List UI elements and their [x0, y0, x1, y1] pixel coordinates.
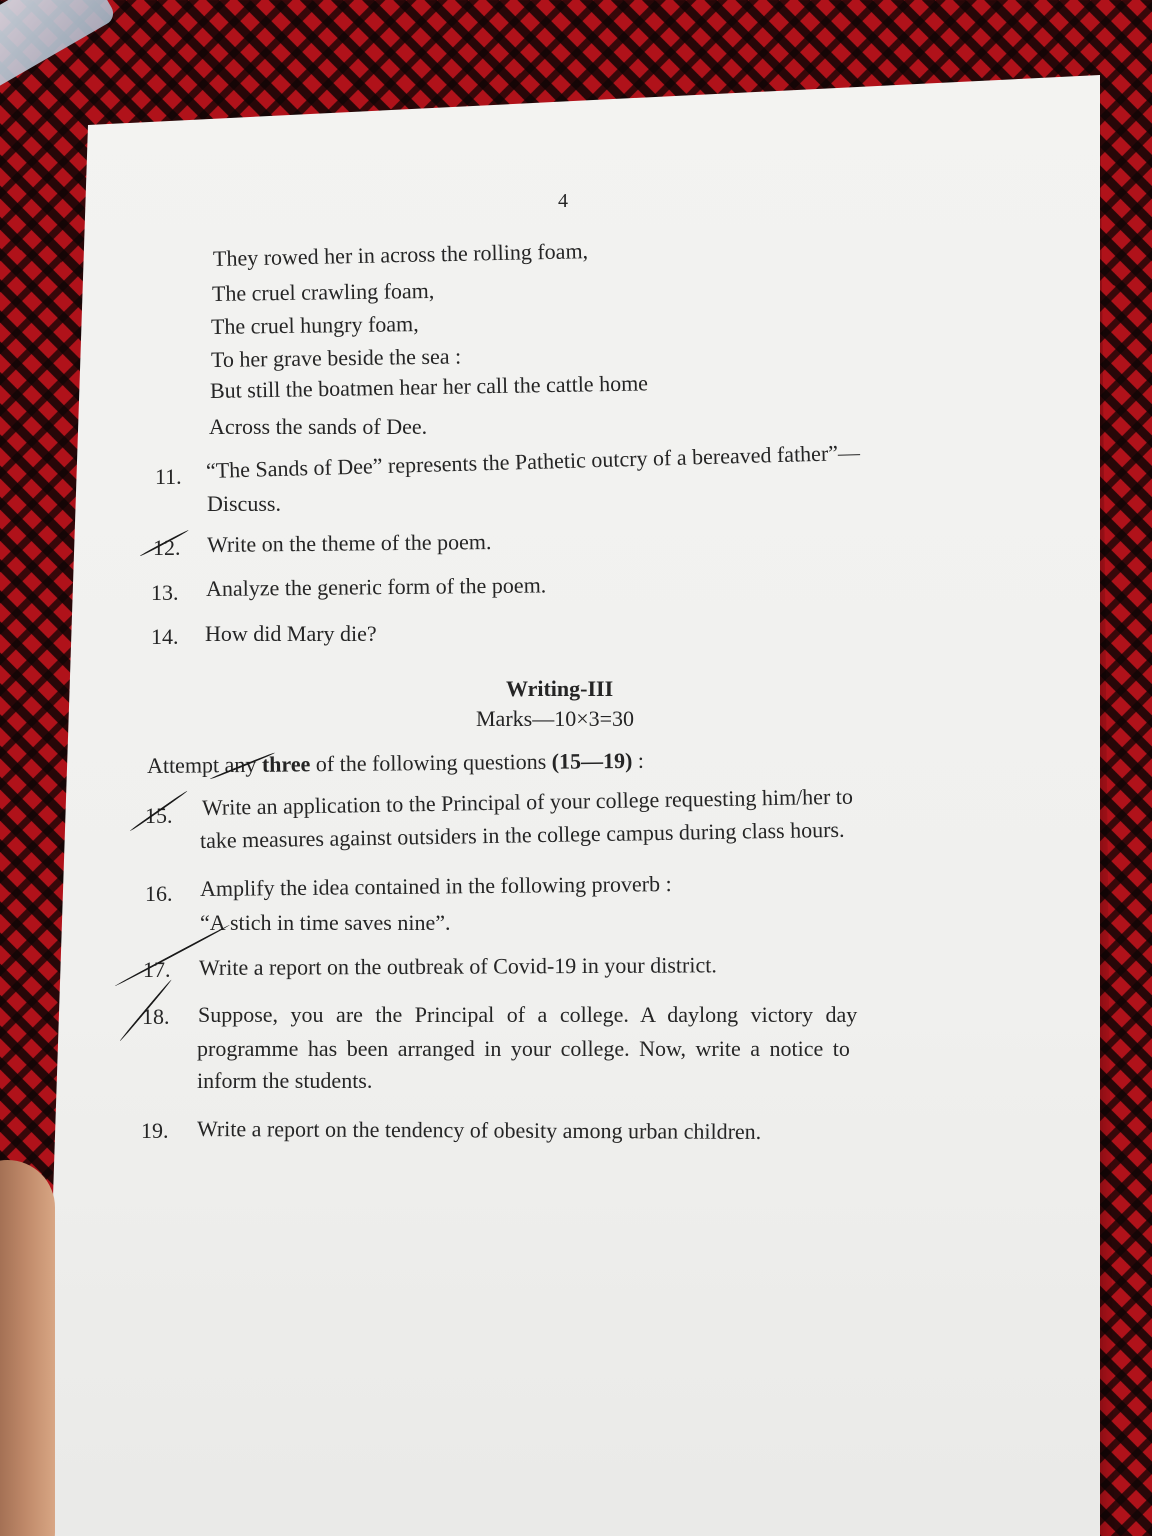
instruction-text: : — [632, 747, 645, 773]
poem-line: But still the boatmen hear her call the cattle home — [209, 370, 649, 403]
question-number: 17. — [143, 957, 171, 982]
question-number: 13. — [151, 580, 179, 605]
question-text: inform the students. — [197, 1068, 373, 1093]
question-number: 14. — [151, 624, 179, 649]
question-number: 12. — [153, 535, 181, 560]
question-text: Write on the theme of the poem. — [206, 529, 492, 557]
question-number: 15. — [145, 803, 173, 828]
thumb — [0, 1160, 55, 1536]
poem-line: To her grave beside the sea : — [210, 343, 462, 372]
question-text: take measures against outsiders in the college campus during class hours. — [199, 816, 845, 853]
section-title: Writing-III — [506, 676, 614, 701]
poem-line: They rowed her in across the rolling foam, — [212, 238, 589, 271]
instruction-text: of the following questions — [310, 748, 552, 777]
question-number: 16. — [145, 881, 173, 906]
question-text: “A stich in time saves nine”. — [200, 910, 451, 935]
page-number: 4 — [558, 190, 568, 212]
question-text: Analyze the generic form of the poem. — [205, 572, 547, 601]
question-number: 11. — [155, 464, 182, 489]
poem-line: The cruel crawling foam, — [211, 277, 435, 306]
instruction-range: (15—19) — [551, 747, 633, 774]
question-text: Write a report on the outbreak of Covid-19 in your district. — [198, 952, 717, 980]
instruction-text: Attempt any — [146, 751, 262, 778]
question-text: Write a report on the tendency of obesity among urban children. — [196, 1116, 762, 1144]
question-text: Amplify the idea contained in the following proverb : — [199, 871, 672, 901]
section-marks: Marks—10×3=30 — [476, 706, 635, 731]
poem-line: The cruel hungry foam, — [210, 311, 419, 339]
instruction-emphasis: three — [261, 751, 311, 777]
question-text: How did Mary die? — [205, 621, 377, 646]
question-text: Discuss. — [207, 491, 281, 516]
question-text: “The Sands of Dee” represents the Pathetic outcry of a bereaved father”— — [205, 439, 861, 483]
question-number: 18. — [142, 1004, 170, 1029]
question-number: 19. — [141, 1118, 169, 1143]
poem-line: Across the sands of Dee. — [209, 414, 428, 439]
question-text: programme has been arranged in your college. Now, write a notice to — [197, 1036, 850, 1061]
question-text: Suppose, you are the Principal of a college. A daylong victory day — [198, 1002, 858, 1027]
question-text: Write an application to the Principal of your college requesting him/her to — [201, 783, 854, 820]
